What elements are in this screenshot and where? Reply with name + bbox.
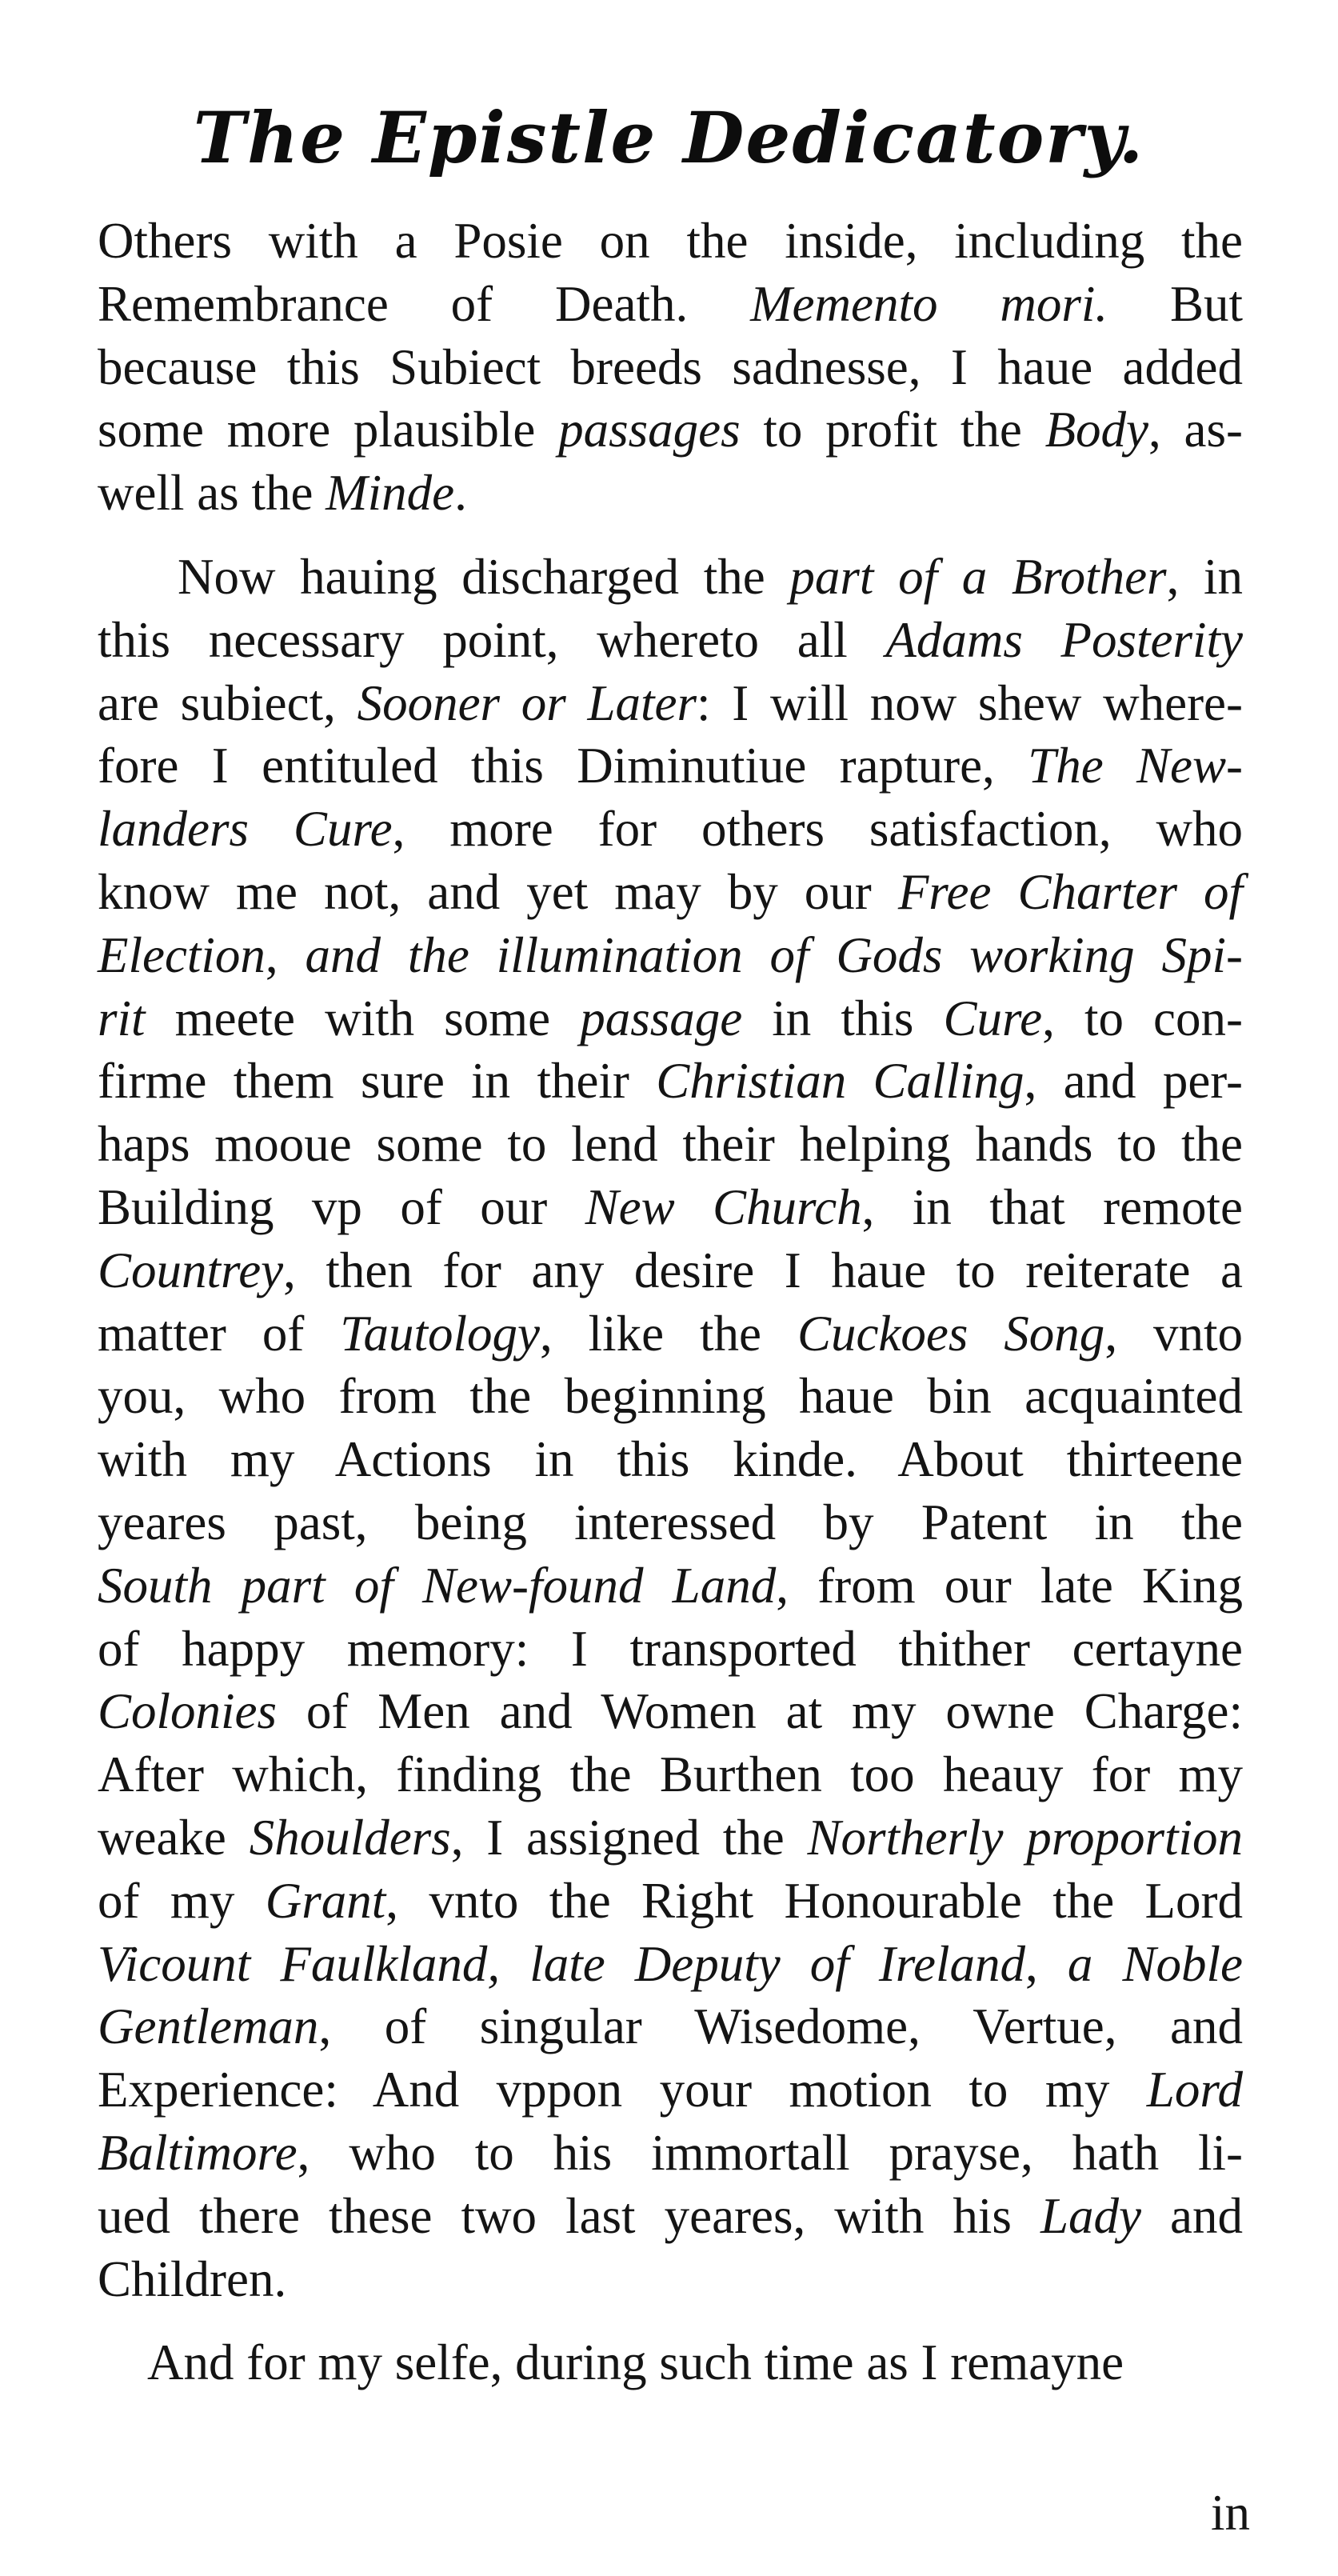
text-line — [98, 1680, 1243, 1743]
text-line — [98, 2248, 1243, 2311]
text-run: Building vp of our — [98, 1178, 585, 1235]
italic-run: and the illumination of Gods working Spi- — [305, 926, 1243, 983]
text-line — [98, 1933, 1243, 1996]
text-run: of happy memory: I transported thither certayne — [98, 1620, 1243, 1677]
text-run: , from our late King — [776, 1557, 1243, 1614]
italic-run: Countrey — [98, 1242, 284, 1298]
text-run: , and per- — [1024, 1053, 1243, 1110]
text-run: : I will now shew where- — [697, 674, 1243, 731]
text-run: this necessary point, whereto all — [98, 611, 886, 668]
text-run: , — [1025, 1935, 1068, 1992]
text-run: , in that remote — [861, 1178, 1244, 1235]
italic-run: Gentleman — [98, 1998, 319, 2055]
italic-run: a Noble — [1067, 1935, 1243, 1992]
text-line — [98, 924, 1243, 987]
text-line — [98, 672, 1243, 735]
italic-run: Body — [1044, 402, 1149, 458]
italic-run: Election — [98, 926, 266, 983]
text-line — [98, 1365, 1243, 1428]
text-run: And for my selfe, during such time as I remayne — [147, 2334, 1124, 2391]
italic-run: Grant — [265, 1872, 386, 1929]
text-run: in this — [742, 990, 944, 1046]
text-run: weake — [98, 1809, 250, 1866]
text-run: , I assigned the — [450, 1809, 808, 1866]
italic-run: Lady — [1040, 2187, 1141, 2244]
text-line — [98, 987, 1243, 1050]
text-run: Children. — [98, 2250, 287, 2307]
text-line — [98, 1618, 1243, 1681]
text-run: Others with a Posie on the inside, including the — [98, 213, 1243, 269]
text-line — [98, 2331, 1243, 2394]
italic-run: Baltimore — [98, 2124, 298, 2181]
text-run: firme them sure in their — [98, 1053, 657, 1110]
text-run: . — [454, 465, 467, 522]
text-line — [98, 1050, 1243, 1113]
text-run: , as- — [1148, 402, 1243, 458]
italic-run: Vicount Faulkland, late Deputy of Ireland — [98, 1935, 1026, 1992]
text-run: haps mooue some to lend their helping hands to the — [98, 1116, 1243, 1173]
italic-run: Shoulders — [249, 1809, 451, 1866]
text-line — [98, 1428, 1243, 1491]
italic-run: rit — [98, 990, 146, 1046]
text-run: , in — [1166, 548, 1243, 605]
text-run: know me not, and yet may by our — [98, 863, 898, 920]
text-run: matter of — [98, 1305, 341, 1362]
text-run: yeares past, being interessed by Patent in the — [98, 1494, 1243, 1550]
italic-run: part of a Brother — [789, 548, 1167, 605]
paragraph-gap — [98, 525, 1243, 546]
text-line — [98, 609, 1243, 672]
text-line — [98, 1870, 1243, 1933]
body-text — [98, 210, 1243, 2394]
text-line — [98, 861, 1243, 924]
italic-run: Minde — [326, 465, 455, 522]
text-line — [98, 1995, 1243, 2058]
text-run: you, who from the beginning haue bin acquainted — [98, 1368, 1243, 1425]
text-line — [98, 1806, 1243, 1870]
text-line — [98, 1176, 1243, 1239]
text-line — [98, 336, 1243, 399]
text-line — [98, 273, 1243, 336]
text-line — [98, 2058, 1243, 2122]
italic-run: passages — [558, 402, 741, 458]
text-line — [98, 2185, 1243, 2248]
text-run: well as the — [98, 465, 326, 522]
italic-run: New Church — [585, 1178, 862, 1235]
text-run: Now hauing discharged the — [178, 548, 790, 605]
text-line — [98, 1743, 1243, 1806]
text-line — [98, 1302, 1243, 1366]
text-run: Experience: And vppon your motion to my — [98, 2062, 1147, 2118]
text-run: , vnto the Right Honourable the Lord — [385, 1872, 1243, 1929]
text-line — [98, 1554, 1243, 1618]
italic-run: The New- — [1028, 738, 1244, 794]
text-run: But — [1108, 275, 1243, 332]
text-line — [98, 1491, 1243, 1554]
text-run: , — [265, 926, 306, 983]
italic-run: Christian Calling — [656, 1053, 1024, 1110]
text-run: After which, finding the Burthen too heauy for my — [98, 1746, 1243, 1803]
text-run: because this Subiect breeds sadnesse, I haue added — [98, 338, 1243, 395]
italic-run: Memento mori. — [750, 275, 1108, 332]
text-run: meete with some — [145, 990, 581, 1046]
text-run: , to con- — [1042, 990, 1244, 1046]
running-header: The Epistle Dedicatory. — [193, 96, 1145, 179]
text-run: with my Actions in this kinde. About thirteene — [98, 1431, 1243, 1488]
text-run: ued there these two last yeares, with his — [98, 2187, 1040, 2244]
text-line — [98, 734, 1243, 798]
italic-run: Cure — [943, 990, 1043, 1046]
italic-run: Colonies — [98, 1683, 278, 1740]
text-run: some more plausible — [98, 402, 559, 458]
text-line — [98, 1239, 1243, 1302]
italic-run: Sooner or Later — [357, 674, 697, 731]
italic-run: Free Charter of — [897, 863, 1243, 920]
text-line — [98, 1113, 1243, 1176]
italic-run: Lord — [1146, 2062, 1243, 2118]
text-line — [98, 398, 1243, 462]
text-run: to profit the — [740, 402, 1045, 458]
text-run: , like the — [539, 1305, 797, 1362]
text-run: Remembrance of Death. — [98, 275, 751, 332]
italic-run: South part of New-found Land — [98, 1557, 777, 1614]
text-run: , of singular Wisedome, Vertue, and — [318, 1998, 1243, 2055]
text-run: , who to his immortall prayse, hath li- — [297, 2124, 1243, 2181]
catchword: in — [1210, 2485, 1250, 2541]
italic-run: landers Cure — [98, 801, 393, 858]
text-line — [98, 210, 1243, 273]
text-run: and — [1140, 2187, 1243, 2244]
italic-run: passage — [580, 990, 743, 1046]
text-run: of my — [98, 1872, 266, 1929]
italic-run: Cuckoes Song — [797, 1305, 1105, 1362]
italic-run: Adams Posterity — [885, 611, 1243, 668]
text-run: , more for others satisfaction, who — [392, 801, 1243, 858]
italic-run: Tautology — [340, 1305, 540, 1362]
text-run: , then for any desire I haue to reiterate a — [283, 1242, 1243, 1298]
text-run: are subiect, — [98, 674, 357, 731]
text-run: of Men and Women at my owne Charge: — [277, 1683, 1243, 1740]
paragraph-gap — [98, 2310, 1243, 2331]
text-run: , vnto — [1104, 1305, 1243, 1362]
text-line — [98, 798, 1243, 861]
text-line — [98, 462, 1243, 525]
text-line — [98, 546, 1243, 609]
text-run: fore I entituled this Diminutiue rapture, — [98, 738, 1028, 794]
text-line — [98, 2122, 1243, 2185]
italic-run: Northerly proportion — [807, 1809, 1243, 1866]
